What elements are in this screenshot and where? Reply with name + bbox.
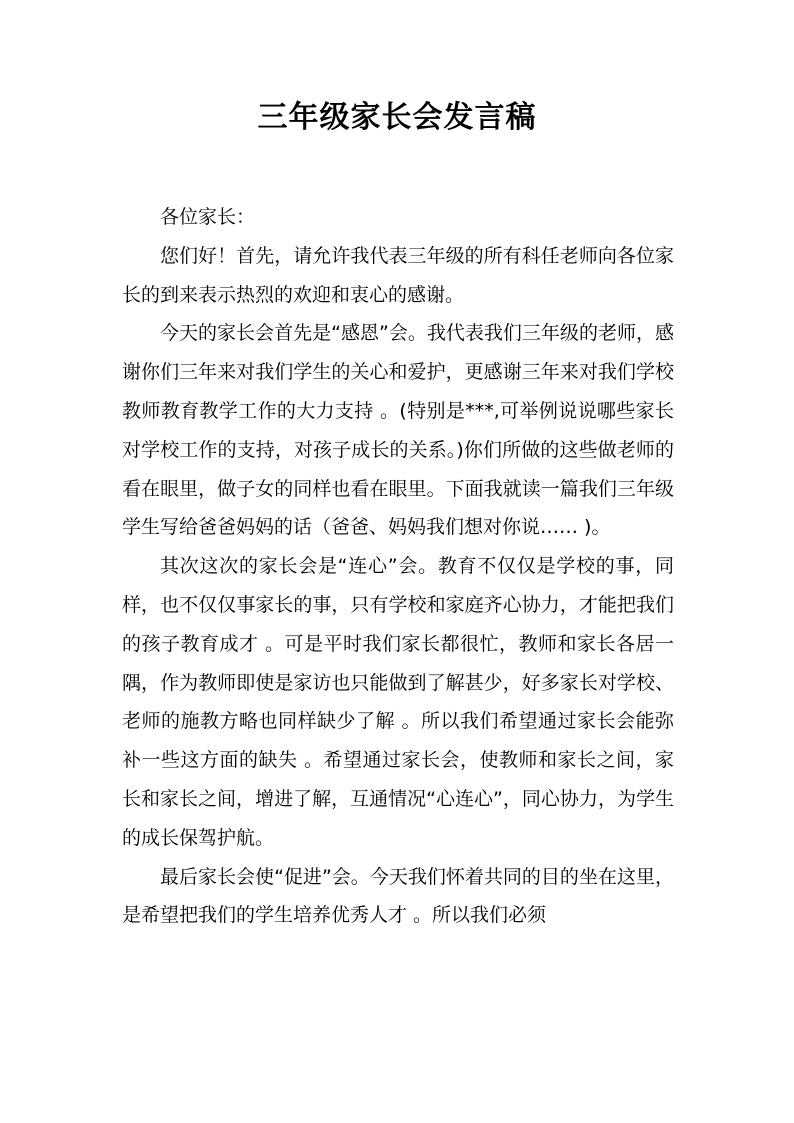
document-title: 三年级家长会发言稿	[257, 100, 537, 135]
body-paragraph: 最后家长会使“促进”会。今天我们怀着共同的目的坐在这里，是希望把我们的学生培养优秀人才 。所以我们必须	[122, 865, 674, 927]
greeting-paragraph: 各位家长：	[160, 206, 256, 228]
document-body	[122, 198, 674, 935]
body-paragraph: 您们好！首先，请允许我代表三年级的所有科任老师向各位家长的到来表示热烈的欢迎和衷心的感谢。	[122, 244, 674, 306]
body-paragraph: 其次这次的家长会是“连心”会。教育不仅仅是学校的事，同样，也不仅仅事家长的事，只有学校和家庭齐心协力，才能把我们的孩子教育成才 。可是平时我们家长都很忙，教师和家长各居一隅，作为教师即使是家访也只能做到了解甚少，好多家长对学校、老师的施教方略也同样缺少了解 。所以我们希望通过家长会能弥补一些这方面的缺失 。希望通过家长会，使教师和家长之间，家长和家长之间，增进了解，互通情况“心连心”，同心协力，为学生的成长保驾护航。	[122, 555, 674, 849]
body-paragraph: 今天的家长会首先是“感恩”会。我代表我们三年级的老师，感谢你们三年来对我们学生的关心和爱护，更感谢三年来对我们学校教师教育教学工作的大力支持 。(特别是***,可举例说说哪些家长对学校工作的支持，对孩子成长的关系。)你们所做的这些做老师的看在眼里，做子女的同样也看在眼里。下面我就读一篇我们三年级学生写给爸爸妈妈的话（爸爸、妈妈我们想对你说…… )。	[122, 322, 674, 539]
